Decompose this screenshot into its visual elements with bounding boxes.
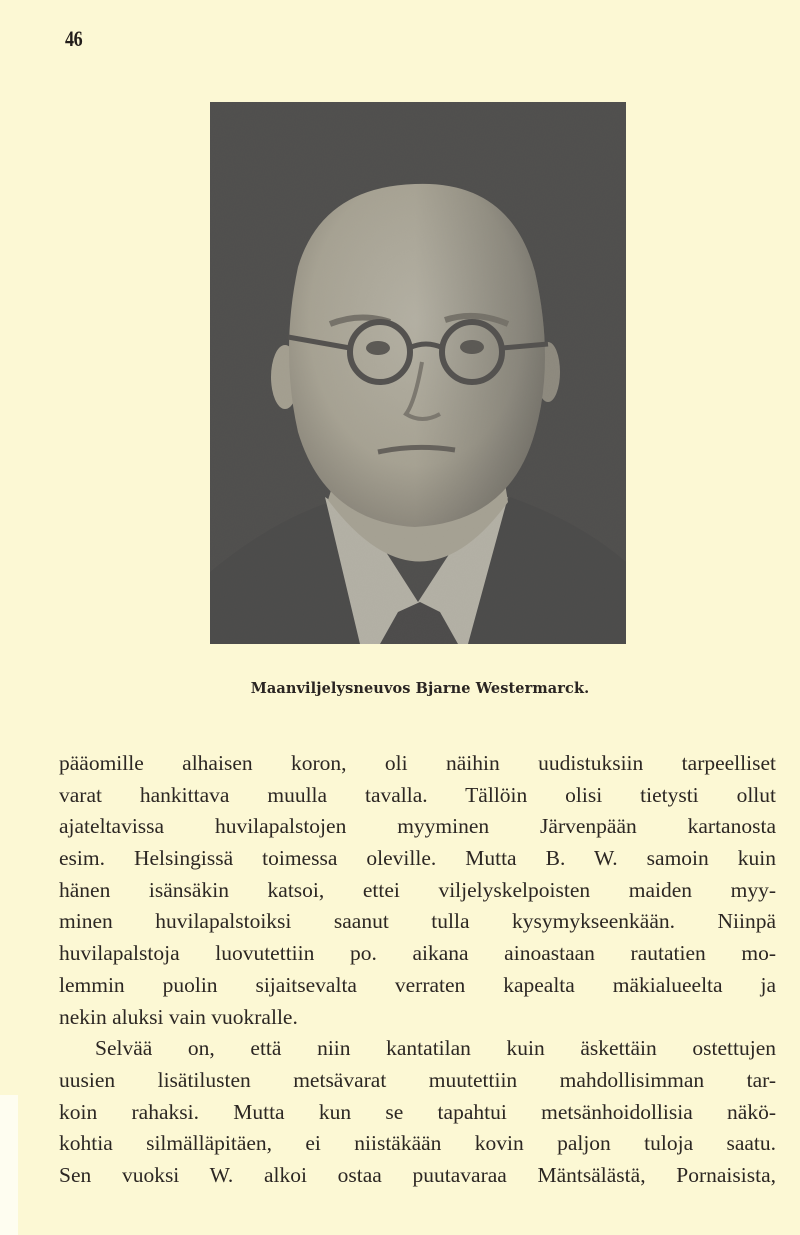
text-line: pääomille alhaisen koron, oli näihin uudistuksiin tarpeelliset xyxy=(59,751,776,775)
text-line: nekin aluksi vain vuokralle. xyxy=(59,1004,298,1029)
text-line: hänen isänsäkin katsoi, ettei viljelyskelpoisten maiden myy- xyxy=(59,877,776,902)
text-line: koin rahaksi. Mutta kun se tapahtui metsänhoidollisia näkö- xyxy=(59,1099,776,1124)
text-line: lemmin puolin sijaitsevalta verraten kapealta mäkialueelta ja xyxy=(59,972,776,997)
photo-caption: Maanviljelysneuvos Bjarne Westermarck. xyxy=(250,680,590,697)
text-line: esim. Helsingissä toimessa oleville. Mutta B. W. samoin kuin xyxy=(59,846,776,871)
body-text xyxy=(59,748,776,1192)
portrait-image xyxy=(210,102,626,644)
text-line: kohtia silmälläpitäen, ei niistäkään kovin paljon tuloja saatu. xyxy=(59,1131,776,1156)
portrait-photo xyxy=(210,102,626,644)
scan-edge-strip xyxy=(0,1095,18,1235)
text-line: Sen vuoksi W. alkoi ostaa puutavaraa Mäntsälästä, Pornaisista, xyxy=(59,1162,776,1187)
text-line: minen huvilapalstoiksi saanut tulla kysymykseenkään. Niinpä xyxy=(59,909,776,934)
text-line: ajateltavissa huvilapalstojen myyminen Järvenpään kartanosta xyxy=(59,814,776,839)
text-line: huvilapalstoja luovutettiin po. aikana ainoastaan rautatien mo- xyxy=(59,941,776,966)
text-line: varat hankittava muulla tavalla. Tällöin olisi tietysti ollut xyxy=(59,782,776,807)
text-line: uusien lisätilusten metsävarat muutettiin mahdollisimman tar- xyxy=(59,1067,776,1092)
page-number: 46 xyxy=(65,26,83,51)
text-line: Selvää on, että niin kantatilan kuin äskettäin ostettujen xyxy=(95,1036,776,1061)
